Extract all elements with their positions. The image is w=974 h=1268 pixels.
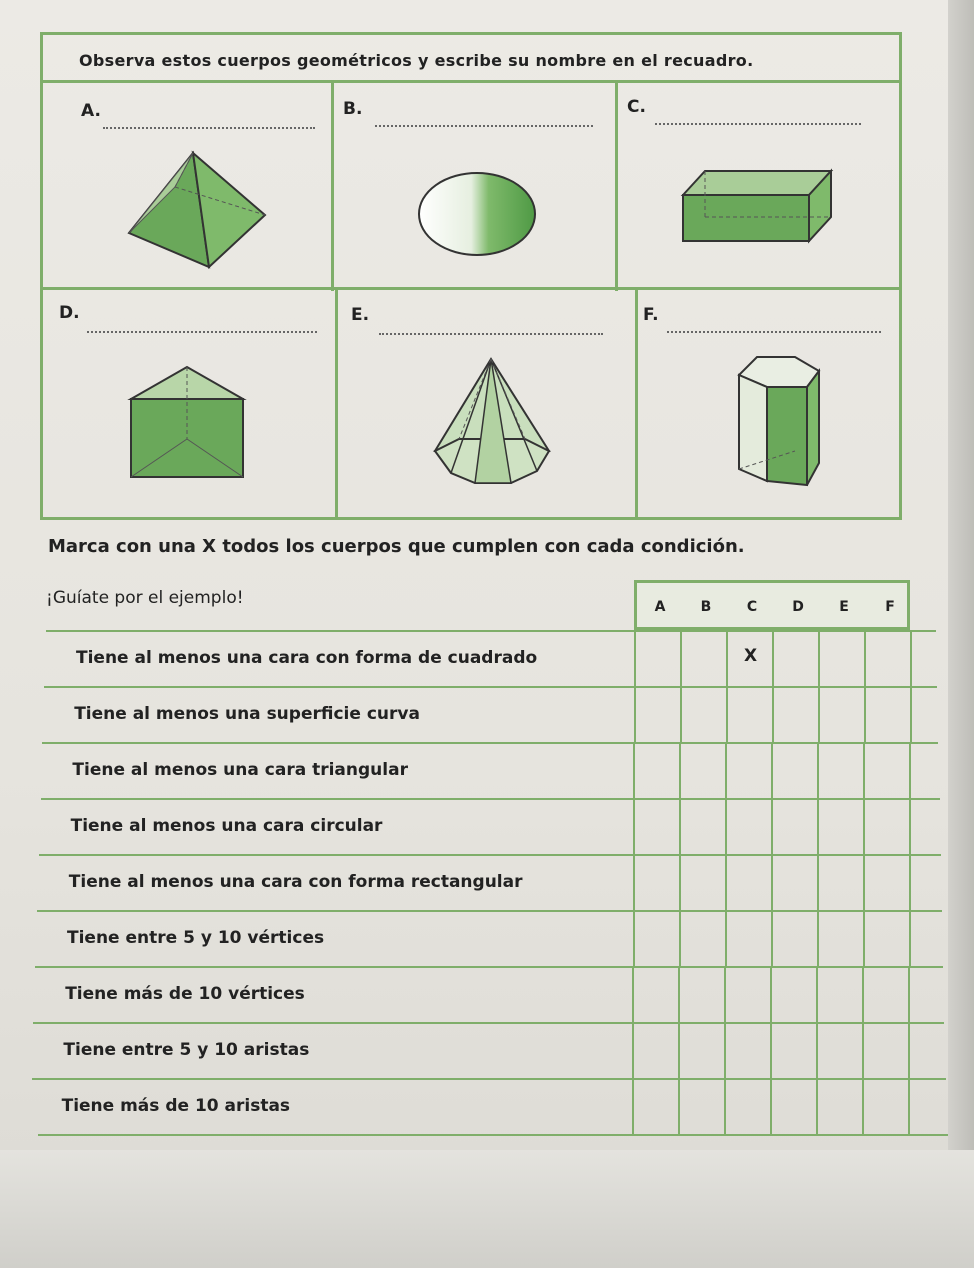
condition-table (28, 580, 948, 1140)
answer-cell-b[interactable] (681, 744, 725, 800)
col-head-c: C (746, 599, 758, 615)
cell-d-letter: D. (59, 303, 80, 323)
answer-cell-e[interactable] (820, 632, 864, 688)
square-pyramid-icon (123, 147, 273, 271)
answer-cell-d[interactable] (772, 968, 816, 1024)
section2-instruction: Marca con una X todos los cuerpos que cumplen con cada condición. (48, 536, 745, 557)
answer-cell-e[interactable] (819, 744, 863, 800)
answer-cell-c[interactable] (726, 1024, 770, 1080)
condition-label: Tiene al menos una cara con forma rectangular (68, 872, 523, 892)
cell-e-answer-line[interactable] (379, 333, 603, 335)
answer-cell-a[interactable] (634, 1080, 678, 1136)
answer-cell-c[interactable] (727, 856, 771, 912)
table-row (35, 966, 943, 1022)
answer-cell-b[interactable] (682, 632, 726, 688)
answer-cell-d[interactable] (773, 856, 817, 912)
answer-cell-a[interactable] (634, 968, 678, 1024)
cell-a-letter: A. (81, 101, 101, 121)
answer-cell-d[interactable] (773, 744, 817, 800)
answer-cell-a[interactable] (635, 744, 679, 800)
table-row (37, 910, 942, 966)
answer-cell-a[interactable] (635, 800, 679, 856)
answer-cell-e[interactable] (818, 1080, 862, 1136)
table-column-divider (910, 632, 912, 688)
desk-background (0, 1150, 974, 1268)
sheet-edge (948, 0, 974, 1268)
answer-cell-c[interactable] (727, 912, 771, 968)
table-column-divider (908, 968, 910, 1024)
condition-label: Tiene más de 10 aristas (61, 1096, 291, 1116)
table-column-divider (909, 800, 911, 856)
answer-cell-b[interactable] (682, 688, 726, 744)
answer-cell-c[interactable] (727, 800, 771, 856)
answer-cell-c[interactable] (727, 744, 771, 800)
answer-cell-b[interactable] (680, 968, 724, 1024)
col-head-a: A (654, 599, 666, 615)
example-hint: ¡Guíate por el ejemplo! (46, 588, 244, 608)
triangular-prism-icon (127, 363, 251, 483)
table-column-divider (909, 912, 911, 968)
table-row (42, 742, 938, 798)
sphere-icon (415, 169, 541, 259)
answer-cell-b[interactable] (681, 800, 725, 856)
col-head-b: B (700, 599, 712, 615)
answer-cell-a[interactable] (634, 1024, 678, 1080)
answer-cell-b[interactable] (680, 1080, 724, 1136)
answer-cell-e[interactable] (819, 856, 863, 912)
divider (335, 290, 338, 520)
answer-cell-d[interactable] (774, 688, 818, 744)
table-column-divider (910, 688, 912, 744)
section1-title: Observa estos cuerpos geométricos y escribe su nombre en el recuadro. (79, 51, 754, 70)
answer-cell-c[interactable] (726, 1080, 770, 1136)
cell-e-letter: E. (351, 305, 370, 325)
title-row (43, 35, 899, 83)
answer-cell-b[interactable] (681, 856, 725, 912)
cell-a-answer-line[interactable] (103, 127, 315, 129)
answer-cell-a[interactable] (636, 632, 680, 688)
divider (615, 83, 618, 291)
answer-cell-d[interactable] (772, 1080, 816, 1136)
condition-label: Tiene entre 5 y 10 aristas (63, 1040, 310, 1060)
answer-cell-a[interactable] (636, 688, 680, 744)
cell-d-answer-line[interactable] (87, 331, 317, 333)
cell-c-answer-line[interactable] (655, 123, 861, 125)
answer-cell-d[interactable] (774, 632, 818, 688)
table-header (634, 580, 910, 630)
table-row (44, 686, 937, 742)
divider (43, 287, 899, 290)
condition-label: Tiene al menos una cara con forma de cuadrado (76, 648, 538, 668)
answer-cell-f[interactable] (864, 968, 908, 1024)
x-mark: X (744, 646, 758, 666)
answer-cell-e[interactable] (818, 968, 862, 1024)
answer-cell-c[interactable] (728, 688, 772, 744)
cell-b-answer-line[interactable] (375, 125, 593, 127)
table-row (41, 798, 940, 854)
answer-cell-d[interactable] (773, 800, 817, 856)
cell-b-letter: B. (343, 99, 363, 119)
answer-cell-f[interactable] (865, 856, 909, 912)
answer-cell-f[interactable] (865, 744, 909, 800)
hexagonal-pyramid-icon (429, 355, 557, 491)
answer-cell-f[interactable] (865, 912, 909, 968)
answer-cell-e[interactable] (819, 800, 863, 856)
table-bottom-border (38, 1134, 948, 1136)
condition-label: Tiene al menos una cara circular (70, 816, 383, 836)
col-head-f: F (885, 599, 895, 615)
table-row (32, 1078, 946, 1134)
table-column-divider (908, 1080, 910, 1136)
cell-f-letter: F. (643, 305, 659, 325)
shapes-box (40, 32, 902, 520)
answer-cell-c[interactable] (726, 968, 770, 1024)
table-row (46, 630, 936, 686)
condition-label: Tiene al menos una cara triangular (72, 760, 408, 780)
answer-cell-a[interactable] (635, 856, 679, 912)
answer-cell-e[interactable] (819, 912, 863, 968)
table-row (39, 854, 941, 910)
divider (635, 290, 638, 520)
answer-cell-d[interactable] (773, 912, 817, 968)
cell-f-answer-line[interactable] (667, 331, 881, 333)
hexagonal-prism-icon (727, 353, 827, 493)
cell-c-letter: C. (627, 97, 646, 117)
answer-cell-f[interactable] (865, 800, 909, 856)
rectangular-prism-icon (679, 165, 839, 247)
answer-cell-b[interactable] (681, 912, 725, 968)
condition-label: Tiene al menos una superficie curva (74, 704, 420, 724)
answer-cell-e[interactable] (818, 1024, 862, 1080)
col-head-e: E (839, 599, 849, 615)
answer-cell-d[interactable] (772, 1024, 816, 1080)
answer-cell-b[interactable] (680, 1024, 724, 1080)
answer-cell-a[interactable] (635, 912, 679, 968)
table-column-divider (908, 1024, 910, 1080)
answer-cell-e[interactable] (820, 688, 864, 744)
table-column-divider (909, 744, 911, 800)
answer-cell-c[interactable] (728, 632, 772, 688)
table-column-divider (909, 856, 911, 912)
condition-label: Tiene más de 10 vértices (65, 984, 305, 1004)
divider (331, 83, 334, 291)
col-head-d: D (792, 599, 804, 615)
answer-cell-f[interactable] (866, 632, 910, 688)
answer-cell-f[interactable] (866, 688, 910, 744)
table-row (33, 1022, 944, 1078)
answer-cell-f[interactable] (864, 1024, 908, 1080)
condition-label: Tiene entre 5 y 10 vértices (67, 928, 325, 948)
answer-cell-f[interactable] (864, 1080, 908, 1136)
